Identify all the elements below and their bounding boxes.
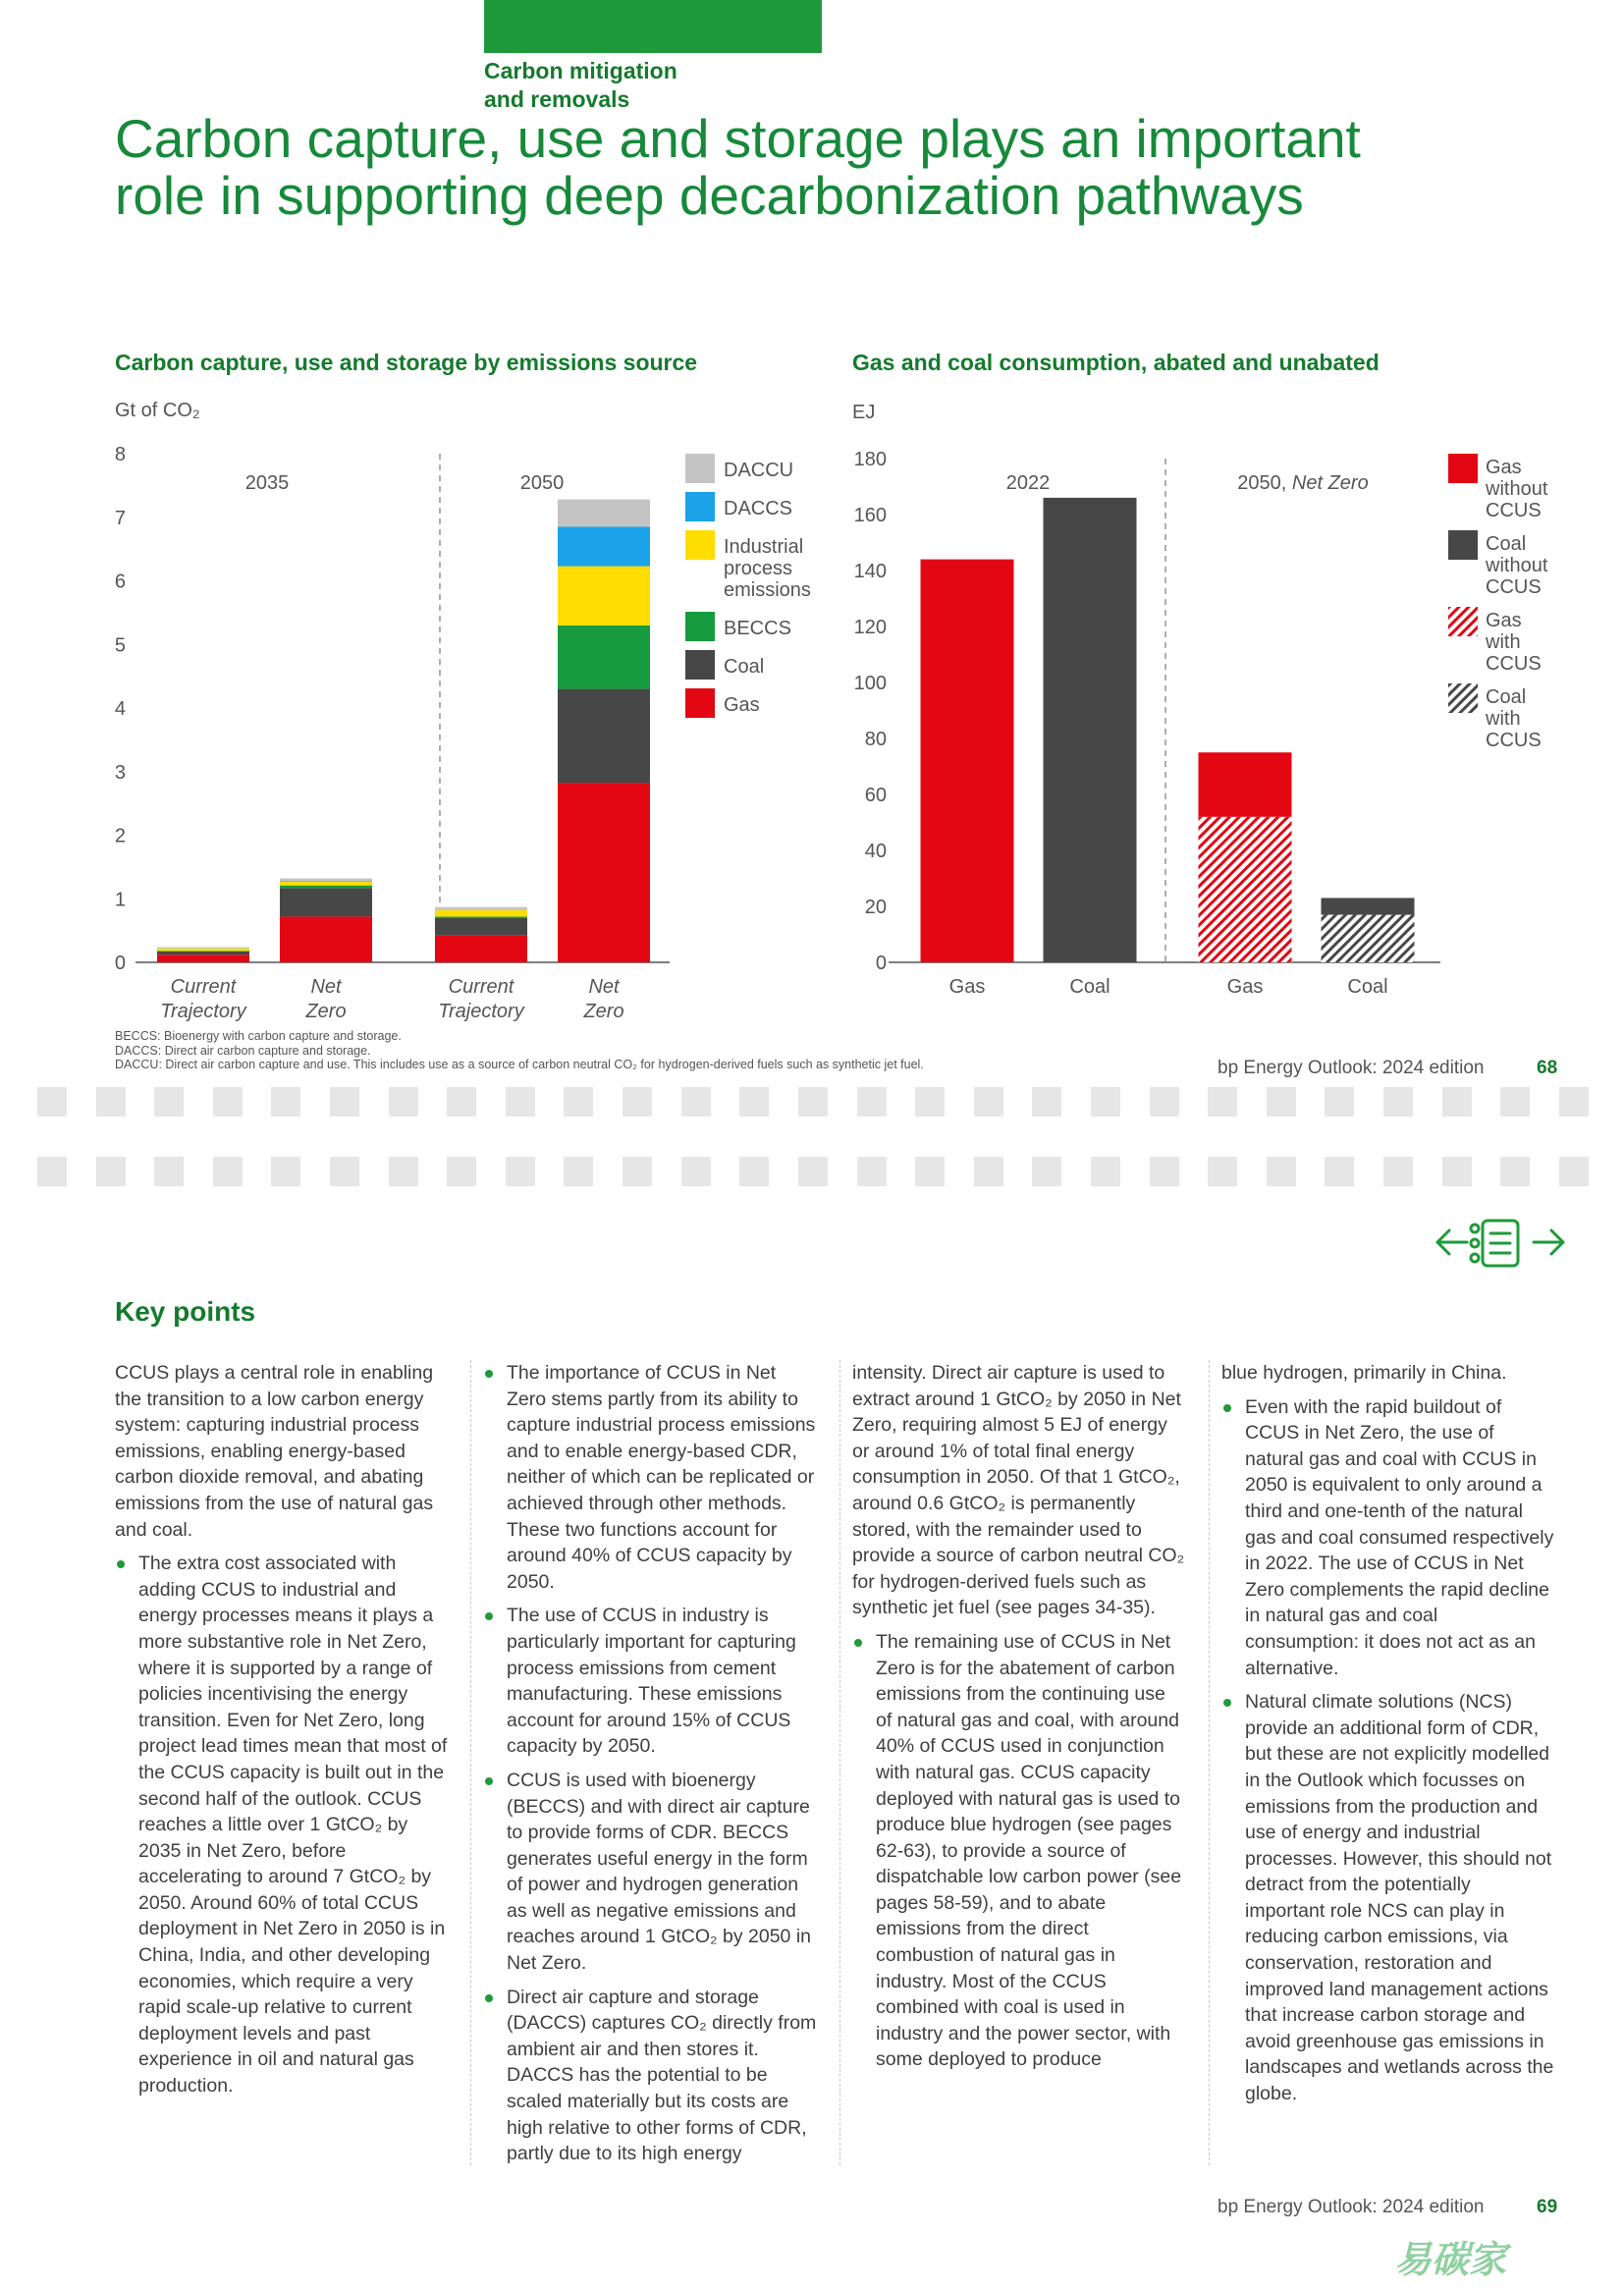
bar-segment-beccs (280, 886, 372, 889)
footnotes (115, 1029, 1097, 1072)
legend-label: Industrial (724, 536, 804, 558)
ccus-by-source-chart (98, 432, 844, 1031)
section-label: Carbon mitigation and removals (484, 58, 677, 112)
legend-swatch (685, 650, 715, 680)
legend-item (685, 530, 811, 601)
bar-segment-daccu (280, 879, 372, 882)
page-divider-top (37, 1087, 1589, 1117)
x-tick-label: Coal (1069, 976, 1110, 998)
group-label: 2050 (519, 472, 565, 494)
chart1-unit: Gt of CO₂ (115, 400, 200, 421)
bar-segment-daccs (280, 881, 372, 882)
bar-segment-coal (280, 888, 372, 916)
gas-coal-consumption-chart (844, 432, 1591, 1031)
bar-segment-coal (435, 918, 527, 936)
legend-swatch (1448, 607, 1478, 636)
bar-segment-coal-without-ccus (1322, 898, 1415, 914)
bar-segment-daccu (435, 907, 527, 910)
legend-label: emissions (724, 579, 811, 601)
y-tick-label: 140 (853, 561, 887, 582)
bar-segment-gas (157, 954, 249, 962)
legend-item (685, 612, 791, 641)
page-divider-bottom (37, 1157, 1589, 1186)
legend-swatch (1448, 530, 1478, 560)
chart2-title: Gas and coal consumption, abated and unabated (852, 350, 1380, 375)
legend-label: with (1486, 631, 1521, 653)
y-tick-label: 80 (864, 729, 887, 750)
bar-segment-gas-without-ccus (921, 560, 1014, 962)
list-item: The extra cost associated with adding CCUS to industrial and energy processes means it plays a more substantive role in Net Zero, where it is supported by a range of policies incentivising the energy transition. Even for Net Zero, long project lead times mean that most of the CCUS capacity is built out in the second half of the outlook. CCUS reaches a little over 1 GtCO₂ by 2035 in Net Zero, before accelerating to around 7 GtCO₂ by 2050. Around 60% of total CCUS deployment in Net Zero in 2050 is in China, India, and other developing economies, which require a very rapid scale-up relative to current deployment levels and past experience in oil and natural gas production. (115, 1551, 449, 2098)
y-tick-label: 4 (114, 698, 126, 720)
legend-label: CCUS (1486, 576, 1542, 598)
bar-segment-gas-without-ccus (1199, 752, 1292, 817)
legend-label: Gas (724, 694, 760, 716)
y-tick-label: 0 (875, 953, 887, 974)
legend-label: CCUS (1486, 653, 1542, 675)
x-tick-label: Gas (1226, 976, 1264, 998)
bar-segment-gas (435, 936, 527, 962)
column-divider (1209, 1360, 1210, 2165)
legend-item (1448, 683, 1542, 751)
x-tick-label: Current (170, 976, 237, 998)
legend-item (685, 454, 793, 483)
y-tick-label: 180 (853, 449, 887, 470)
legend-label: with (1486, 708, 1521, 730)
list-item: Even with the rapid buildout of CCUS in Net Zero, the use of natural gas and coal with CCUS in 2050 is equivalent to only around a third and one-tenth of the natural gas and coal consumed respectively in 2022. The use of CCUS in Net Zero complements the rapid decline in natural gas and coal consumption: it does not act as an alternative. (1221, 1394, 1555, 1682)
y-tick-label: 3 (114, 761, 126, 784)
legend-swatch (685, 530, 715, 560)
y-tick-label: 8 (114, 444, 126, 465)
bar-segment-beccs (435, 916, 527, 917)
list-item-continued: intensity. Direct air capture is used to extract around 1 GtCO₂ by 2050 in Net Zero, requiring almost 5 EJ of energy or around 1% of total final energy consumption in 2050. Of that 1 GtCO₂, around 0.6 GtCO₂ is permanently stored, with the remainder used to provide a source of carbon neutral CO₂ for hydrogen-derived fuels such as synthetic jet fuel (see pages 34-35). (852, 1362, 1185, 1619)
bar-segment-coal (157, 952, 249, 954)
section-tab (484, 0, 822, 53)
legend-swatch (1448, 454, 1478, 483)
bar-segment-daccu (558, 500, 650, 527)
y-tick-label: 20 (864, 897, 887, 918)
bar-segment-beccs (558, 626, 650, 689)
y-tick-label: 5 (114, 634, 126, 657)
legend-swatch (685, 612, 715, 641)
list-item: The use of CCUS in industry is particularly important for capturing process emissions from cement manufacturing. These emissions account for around 15% of CCUS capacity by 2050. (483, 1603, 817, 1760)
key-points-column-2 (483, 1360, 817, 2175)
legend-label: Coal (1486, 686, 1527, 708)
legend-label: Gas (1486, 457, 1522, 478)
watermark-logo: 易碳家 (1394, 2240, 1507, 2281)
y-tick-label: 1 (114, 889, 126, 911)
list-item: Natural climate solutions (NCS) provide an additional form of CDR, but these are not explicitly modelled in the Outlook which focusses on emissions from the production and use of energy and industrial processes. However, this should not detract from the potentially important role NCS can play in reducing carbon emissions, via conservation, restoration and improved land management actions that increase carbon storage and avoid greenhouse gas emissions in landscapes and wetlands across the globe. (1221, 1689, 1555, 2107)
x-tick-label: Zero (305, 1001, 347, 1022)
bar-segment-industrial-process-emissions (558, 567, 650, 626)
group-label: 2050, Net Zero (1237, 472, 1369, 494)
list-item-continued: blue hydrogen, primarily in China. (1221, 1362, 1507, 1384)
page-title: Carbon capture, use and storage plays an important role in supporting deep decarbonization pathways (115, 108, 1361, 226)
legend-label: DACCU (724, 460, 794, 481)
bar-segment-industrial-process-emissions (157, 949, 249, 952)
legend-label: BECCS (724, 618, 791, 639)
x-tick-label: Zero (583, 1001, 624, 1022)
list-item: Direct air capture and storage (DACCS) captures CO₂ directly from ambient air and then stores it. DACCS has the potential to be scaled materially but its costs are high relative to other forms of CDR, partly due to its high energy (483, 1985, 817, 2167)
legend-label: DACCS (724, 498, 793, 519)
key-points-column-1 (115, 1360, 449, 2107)
legend-item (1448, 607, 1542, 675)
x-tick-label: Gas (948, 976, 986, 998)
bar-segment-beccs (157, 951, 249, 952)
footnote-daccu: DACCU: Direct air carbon capture and use. This includes use as a source of carbon neutral CO₂ for hydrogen-derived fuels such as synthetic jet fuel. (115, 1058, 924, 1071)
bar-segment-gas-with-ccus (1199, 817, 1292, 962)
legend-swatch (1448, 683, 1478, 713)
list-item: The remaining use of CCUS in Net Zero is for the abatement of carbon emissions from the continuing use of natural gas and coal, with around 40% of CCUS used in conjunction with natural gas. CCUS capacity deployed with natural gas is used to produce blue hydrogen (see pages 62-63), to provide a source of dispatchable low carbon power (see pages 58-59), and to abate emissions from the direct combustion of natural gas in industry. Most of the CCUS combined with coal is used in industry and the power sector, with some deployed to produce (852, 1629, 1186, 2073)
bar-segment-coal-with-ccus (1322, 915, 1415, 962)
legend-label: Gas (1486, 610, 1522, 631)
page-number: 68 (1537, 1058, 1558, 1078)
bar-segment-coal (558, 689, 650, 784)
legend-label: CCUS (1486, 730, 1542, 751)
y-tick-label: 7 (114, 507, 126, 529)
list-item: The importance of CCUS in Net Zero stems partly from its ability to capture industrial process emissions and to enable energy-based CDR, neither of which can be replicated or achieved through other methods. These two functions account for around 40% of CCUS capacity by 2050. (483, 1360, 817, 1595)
x-tick-label: Trajectory (160, 1001, 246, 1022)
footnote-daccs: DACCS: Direct air carbon capture and storage. (115, 1043, 371, 1058)
legend-swatch (685, 454, 715, 483)
column-divider (839, 1360, 840, 2165)
y-tick-label: 60 (864, 785, 887, 806)
bar-segment-gas (280, 916, 372, 962)
footer-publication: bp Energy Outlook: 2024 edition (1218, 1058, 1485, 1078)
group-label: 2022 (1005, 472, 1051, 494)
list-item: CCUS is used with bioenergy (BECCS) and with direct air capture to provide forms of CDR. BECCS generates useful energy in the form of power and hydrogen generation as well as negative emissions and reaches around 1 GtCO₂ by 2050 in Net Zero. (483, 1768, 817, 1977)
y-tick-label: 160 (853, 505, 887, 526)
legend-item (1448, 530, 1548, 598)
chart1-title: Carbon capture, use and storage by emissions source (115, 350, 698, 375)
legend-label: CCUS (1486, 500, 1542, 521)
y-tick-label: 120 (853, 617, 887, 638)
bar-segment-coal-without-ccus (1044, 498, 1137, 962)
bar-segment-industrial-process-emissions (280, 882, 372, 886)
y-tick-label: 0 (114, 953, 126, 974)
x-tick-label: Current (448, 976, 514, 998)
legend-item (685, 688, 760, 718)
legend-label: without (1486, 555, 1548, 576)
intro-paragraph: CCUS plays a central role in enabling the transition to a low carbon energy system: capturing industrial process emissions, enabling energy-based carbon dioxide removal, and abating emissions from the use of natural gas and coal. (115, 1362, 434, 1541)
footer-publication: bp Energy Outlook: 2024 edition (1218, 2197, 1485, 2217)
legend-label: without (1486, 478, 1548, 500)
page-navigation (1434, 1213, 1571, 1272)
key-points-column-3 (852, 1360, 1186, 2081)
bar-segment-industrial-process-emissions (435, 910, 527, 916)
legend-item (685, 650, 764, 680)
bar-segment-daccs (558, 526, 650, 566)
arrow-right-icon[interactable] (1534, 1230, 1563, 1254)
x-tick-label: Net (588, 976, 620, 998)
legend-item (1448, 454, 1548, 521)
legend-item (685, 492, 792, 521)
y-tick-label: 100 (853, 673, 887, 694)
bar-segment-daccu (157, 947, 249, 948)
legend-swatch (685, 688, 715, 718)
legend-label: process (724, 558, 793, 579)
arrow-left-icon[interactable] (1437, 1230, 1467, 1254)
bar-segment-gas (558, 783, 650, 962)
footnote-beccs: BECCS: Bioenergy with carbon capture and storage. (115, 1029, 402, 1043)
page-number: 69 (1537, 2197, 1558, 2217)
key-points-column-4 (1221, 1360, 1555, 2115)
legend-label: Coal (1486, 533, 1527, 555)
column-divider (470, 1360, 471, 2165)
legend-label: Coal (724, 656, 765, 678)
chart2-unit: EJ (852, 402, 876, 423)
x-tick-label: Coal (1347, 976, 1388, 998)
legend-swatch (685, 492, 715, 521)
x-tick-label: Net (310, 976, 342, 998)
y-tick-label: 40 (864, 841, 887, 862)
key-points-title: Key points (115, 1296, 256, 1327)
group-label: 2035 (244, 472, 290, 494)
y-tick-label: 6 (114, 571, 126, 593)
x-tick-label: Trajectory (438, 1001, 524, 1022)
contents-list-icon[interactable] (1471, 1221, 1518, 1266)
y-tick-label: 2 (114, 825, 126, 847)
